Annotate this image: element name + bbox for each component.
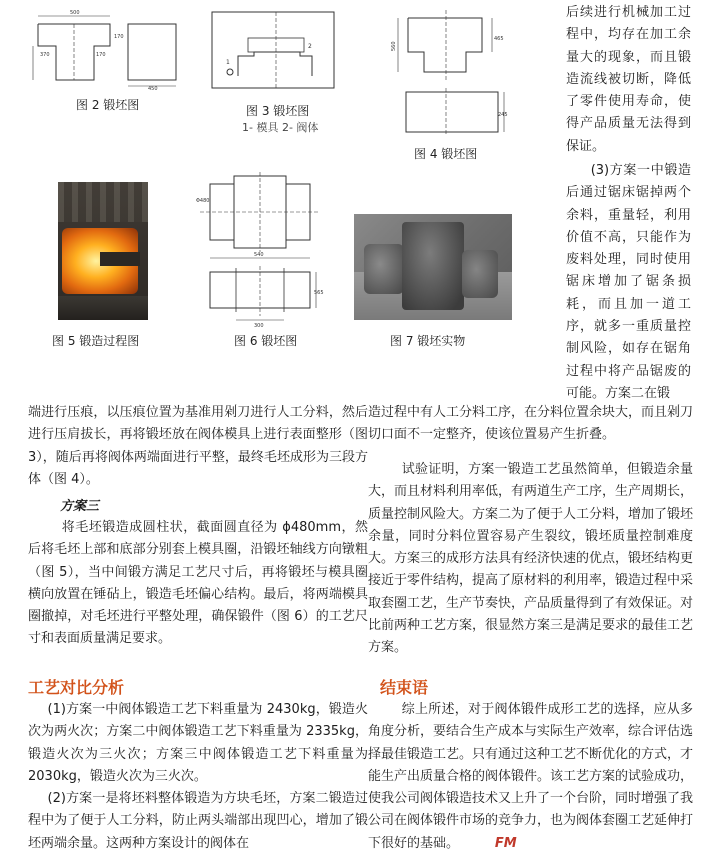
- right-narrow-para-2: (3)方案一中锻造后通过锯床锯掉两个余料，重量轻，利用价值不高，只能作为废料处理，同时使用锯床增加了锯条损耗，而且加一道工序，就多一重质量控制风险，如存在锯角过程中将产品锯废的可能。方案二在锻: [566, 163, 691, 401]
- figure-7-caption: 图 7 锻坯实物: [390, 334, 466, 348]
- left-para-1: 端进行压痕，以压痕位置为基准用剁刀进行人工分料，然后进行压肩拔长，再将锻坯放在阀体模具上进行表面整形（图 3），随后再将阀体两端面进行平整，最终毛坯成形为三段方体（图 4）。: [28, 405, 368, 487]
- fig6-dim-0: Φ480: [196, 198, 210, 204]
- figure-6-drawing: [196, 172, 324, 328]
- fig2-dim-0: 500: [70, 10, 80, 16]
- figure-5-caption: 图 5 锻造过程图: [52, 334, 140, 348]
- scheme-three-subhead: 方案三: [60, 499, 100, 514]
- figure-2-caption: 图 2 锻坯图: [76, 98, 140, 112]
- fig3-label-2: 2: [308, 43, 312, 50]
- fig3-label-1: 1: [226, 59, 230, 66]
- figure-5-photo: [58, 182, 148, 320]
- fig4-dim-2: 245: [498, 112, 508, 118]
- figure-3-subcaption: 1- 模具 2- 阀体: [242, 121, 319, 134]
- right-para-3: [368, 699, 693, 855]
- section-heading-comparison: 工艺对比分析: [28, 678, 125, 697]
- left-para-3: (1)方案一中阀体锻造工艺下料重量为 2430kg，锻造火次为两火次；方案二中阀体锻造工艺下料重量为 2335kg，锻造火次为三火次；方案三中阀体锻造工艺下料重量为 2030kg，锻造火次为三火次。: [28, 702, 368, 784]
- right-narrow-para-1: 后续进行机械加工过程中，均存在加工余量大的现象，而且锻造流线被切断，降低了零件使用寿命，使得产品质量无法得到保证。: [566, 5, 691, 154]
- left-para-2: 将毛坯锻造成圆柱状，截面圆直径为 ϕ480mm，然后将毛坯上部和底部分别套上模具圈，沿锻坯轴线方向镦粗（图 5），当中间锻方满足工艺尺寸后，再将锻坯与模具圈横向放置在锤砧上，锻造毛坯偏心结构。最后，将两端模具圈撤掉，对毛坯进行平整处理，确保锻件（图 6）的工艺尺寸和表面质量满足要求。: [28, 520, 368, 647]
- section-heading-conclusion: 结束语: [380, 678, 429, 697]
- figure-3-drawing: [208, 8, 340, 96]
- fig2-dim-3: 170: [114, 34, 124, 40]
- figure-2-drawing: [30, 8, 190, 90]
- figure-3-caption: 图 3 锻坯图: [246, 104, 310, 118]
- left-para-4: (2)方案一是将坯料整体锻造为方块毛坯，方案二锻造过程中为了便于人工分料，防止两头端部出现凹心，增加了锻坯两端余量。这两种方案设计的阀体在: [28, 791, 368, 851]
- right-para-1: 造过程中有人工分料工序，在分料位置余块大，而且剁刀切口面不一定整齐，使该位置易产生折叠。: [368, 405, 694, 443]
- figure-4-drawing: [390, 6, 510, 138]
- fig2-dim-1: 370: [40, 52, 50, 58]
- conclusion-text: 综上所述，对于阀体锻件成形工艺的选择，应从多角度分析，要结合生产成本与实际生产效率，综合评估选择最佳锻造工艺。只有通过这种工艺不断优化的方式，才能生产出质量合格的阀体锻件。该工艺方案的试验成功，使我公司阀体锻造技术又上升了一个台阶，同时增强了我公司在阀体锻件市场的竞争力，也为阀体套圈工艺延伸打下很好的基础。: [368, 702, 694, 851]
- figure-4-caption: 图 4 锻坯图: [414, 147, 478, 161]
- fig6-dim-2: 565: [314, 290, 324, 296]
- fig2-dim-2: 170: [96, 52, 106, 58]
- fig2-dim-4: 450: [148, 86, 158, 90]
- fm-logo: FM: [494, 835, 517, 851]
- figure-7-photo: [354, 214, 512, 320]
- figure-6-caption: 图 6 锻坯图: [234, 334, 298, 348]
- fig4-dim-1: 465: [494, 36, 504, 42]
- fig6-dim-1: 540: [254, 252, 264, 258]
- fig6-dim-3: 300: [254, 323, 264, 328]
- right-para-2: 试验证明，方案一锻造工艺虽然简单，但锻造余量大，而且材料利用率低，有两道生产工序，生产周期长，质量控制风险大。方案二为了便于人工分料，增加了锻坯余量，同时分料位置容易产生裂纹，锻坯质量控制难度大。方案三的成形方法具有经济快速的优点，锻坯结构更接近于零件结构，提高了原材料的利用率，锻造过程中采取套圈工艺，生产节奏快，产品质量得到了有效保证。对比前两种工艺方案，很显然方案三是满足要求的最佳工艺方案。: [368, 462, 694, 656]
- fig4-dim-0: 560: [391, 41, 397, 51]
